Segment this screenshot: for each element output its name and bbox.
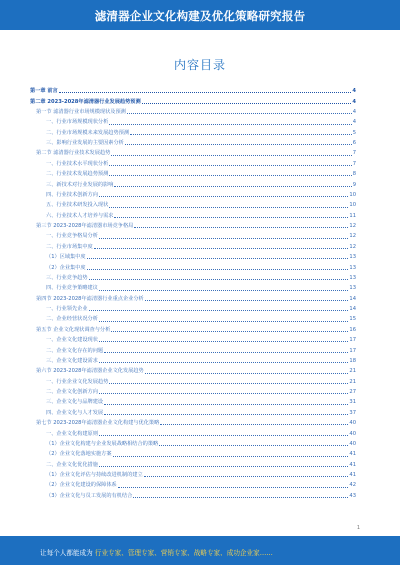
toc-leader-dots <box>134 227 348 228</box>
toc-entry[interactable] <box>30 312 356 322</box>
toc-leader-dots <box>159 445 348 446</box>
toc-entry-text: 二、行业技术发展趋势预测 <box>46 171 109 178</box>
toc-entry[interactable] <box>30 94 356 104</box>
table-of-contents <box>30 84 356 499</box>
toc-leader-dots <box>104 404 348 405</box>
toc-entry-page: 12 <box>349 243 356 250</box>
toc-entry[interactable] <box>30 240 356 250</box>
toc-entry-text: 第七节 2023-2028年滤清器企业文化构建与优化策略 <box>36 420 160 427</box>
toc-entry-page: 11 <box>349 212 356 219</box>
toc-entry-page: 12 <box>349 233 356 240</box>
toc-leader-dots <box>118 487 349 488</box>
toc-entry-text: 第六节 2023-2028年滤清器企业文化发展趋势 <box>36 368 144 375</box>
toc-entry[interactable] <box>30 198 356 208</box>
toc-entry[interactable] <box>30 177 356 187</box>
toc-leader-dots <box>87 258 349 259</box>
toc-entry[interactable] <box>30 468 356 478</box>
toc-entry-text: 四、行业技术创新方向 <box>46 191 98 198</box>
toc-entry[interactable] <box>30 343 356 353</box>
toc-entry[interactable] <box>30 323 356 333</box>
toc-leader-dots <box>145 373 349 374</box>
toc-entry-page: 4 <box>352 108 356 115</box>
toc-entry-page: 10 <box>349 202 356 209</box>
toc-title: 内容目录 <box>173 58 226 72</box>
toc-entry-text: （1）企业文化评估与持续改进机制的建立 <box>46 472 143 479</box>
toc-entry[interactable] <box>30 395 356 405</box>
toc-leader-dots <box>99 362 349 363</box>
toc-entry[interactable] <box>30 281 356 291</box>
toc-leader-dots <box>114 217 348 218</box>
toc-entry-text: （2）企业文化建设的保障体系 <box>46 482 117 489</box>
toc-entry[interactable] <box>30 458 356 468</box>
toc-entry-page: 41 <box>349 461 356 468</box>
toc-entry[interactable] <box>30 136 356 146</box>
toc-entry-page: 43 <box>349 492 356 499</box>
toc-entry-page: 31 <box>349 399 356 406</box>
toc-entry[interactable] <box>30 354 356 364</box>
toc-entry-page: 13 <box>349 274 356 281</box>
toc-leader-dots <box>113 456 349 457</box>
toc-leader-dots <box>99 466 349 467</box>
toc-entry-text: 第五节 企业文化现状调查与分析 <box>36 326 111 333</box>
toc-entry-page: 21 <box>349 368 356 375</box>
toc-leader-dots <box>114 186 351 187</box>
toc-entry-page: 40 <box>349 440 356 447</box>
toc-leader-dots <box>99 321 349 322</box>
toc-leader-dots <box>104 352 348 353</box>
toc-leader-dots <box>94 248 349 249</box>
toc-entry-text: 一、企业文化建设现状 <box>46 337 98 344</box>
toc-leader-dots <box>111 155 351 156</box>
toc-leader-dots <box>160 424 348 425</box>
toc-leader-dots <box>111 331 348 332</box>
toc-entry[interactable] <box>30 105 356 115</box>
toc-entry[interactable] <box>30 385 356 395</box>
toc-entry[interactable] <box>30 437 356 447</box>
toc-entry[interactable] <box>30 364 356 374</box>
toc-entry[interactable] <box>30 302 356 312</box>
toc-entry-page: 5 <box>352 129 356 136</box>
toc-entry-text: 六、行业技术人才培养与需求 <box>46 212 114 219</box>
toc-entry-text: 一、行业竞争格局分析 <box>46 233 98 240</box>
toc-entry-page: 14 <box>349 306 356 313</box>
toc-entry-page: 4 <box>352 88 356 95</box>
toc-entry-page: 12 <box>349 223 356 230</box>
toc-entry-text: 二、企业文化创新方向 <box>46 389 98 396</box>
toc-entry-text: 第三节 2023-2028年滤清器市场竞争格局 <box>36 223 134 230</box>
toc-leader-dots <box>109 207 348 208</box>
toc-entry-text: 一、行业企业文化发展趋势 <box>46 378 109 385</box>
toc-entry[interactable] <box>30 219 356 229</box>
toc-entry[interactable] <box>30 260 356 270</box>
toc-entry[interactable] <box>30 115 356 125</box>
toc-entry[interactable] <box>30 188 356 198</box>
footer-highlight: 行业专家、管理专家、营销专家、战略专家、成功企业家…… <box>94 549 273 557</box>
toc-entry-text: 第一章 前言 <box>30 88 58 95</box>
toc-entry[interactable] <box>30 250 356 260</box>
toc-entry[interactable] <box>30 126 356 136</box>
toc-entry-text: 三、企业文化与品牌建设 <box>46 399 104 406</box>
toc-leader-dots <box>142 103 352 104</box>
toc-leader-dots <box>99 238 349 239</box>
toc-entry[interactable] <box>30 333 356 343</box>
toc-entry-page: 40 <box>349 430 356 437</box>
toc-entry[interactable] <box>30 406 356 416</box>
toc-entry-text: 一、行业技术水平现状分析 <box>46 160 109 167</box>
toc-entry-text: 第二章 2023-2028年滤清器行业发展趋势预测 <box>30 98 141 105</box>
toc-entry-text: 二、行业市场规模未来发展趋势预测 <box>46 129 130 136</box>
toc-entry-page: 16 <box>349 326 356 333</box>
toc-entry-page: 7 <box>352 150 356 157</box>
toc-entry[interactable] <box>30 416 356 426</box>
toc-entry-text: 一、企业文化构建原则 <box>46 430 98 437</box>
toc-entry-page: 8 <box>352 171 356 178</box>
toc-entry-page: 13 <box>349 254 356 261</box>
toc-entry-text: 三、行业竞争趋势 <box>46 274 88 281</box>
toc-entry-page: 18 <box>349 357 356 364</box>
toc-entry[interactable] <box>30 489 356 499</box>
toc-entry[interactable] <box>30 229 356 239</box>
toc-entry-text: 二、企业文化优化措施 <box>46 461 98 468</box>
toc-entry[interactable] <box>30 209 356 219</box>
toc-entry-page: 42 <box>349 482 356 489</box>
toc-entry[interactable] <box>30 271 356 281</box>
toc-entry-page: 37 <box>349 409 356 416</box>
toc-entry-text: 四、企业文化与人才发展 <box>46 409 104 416</box>
toc-entry-text: （3）企业文化与员工发展的有机结合 <box>46 492 133 499</box>
toc-leader-dots <box>130 134 352 135</box>
toc-entry-text: （2）企业集中度 <box>46 264 86 271</box>
toc-entry-text: 一、行业领先企业 <box>46 306 88 313</box>
toc-entry-text: 三、影响行业发展的主要因素分析 <box>46 140 124 147</box>
toc-entry[interactable] <box>30 375 356 385</box>
toc-entry-page: 10 <box>349 191 356 198</box>
toc-entry-page: 14 <box>349 295 356 302</box>
toc-entry-text: （1）企业文化构建与企业发展战略相结合的策略 <box>46 440 159 447</box>
toc-entry-text: 第一节 滤清器行业市场规模现状及预测 <box>36 108 126 115</box>
toc-leader-dots <box>99 290 349 291</box>
toc-entry-page: 21 <box>349 378 356 385</box>
toc-leader-dots <box>109 383 348 384</box>
toc-leader-dots <box>104 414 348 415</box>
toc-entry-text: 三、新技术对行业发展的影响 <box>46 181 114 188</box>
toc-entry-page: 27 <box>349 389 356 396</box>
toc-entry-text: 四、行业竞争策略建议 <box>46 285 98 292</box>
toc-entry-text: （1）区域集中度 <box>46 254 86 261</box>
toc-entry-page: 17 <box>349 337 356 344</box>
footer-lead: 让每个人都能成为 <box>40 549 93 557</box>
toc-entry-page: 41 <box>349 472 356 479</box>
toc-leader-dots <box>99 435 349 436</box>
toc-leader-dots <box>144 476 349 477</box>
toc-leader-dots <box>99 196 349 197</box>
toc-entry-text: （2）企业文化落地实施方案 <box>46 451 112 458</box>
toc-entry[interactable] <box>30 292 356 302</box>
toc-entry-text: 二、企业经营状况分析 <box>46 316 98 323</box>
toc-leader-dots <box>89 310 349 311</box>
toc-leader-dots <box>127 113 352 114</box>
toc-leader-dots <box>109 175 351 176</box>
toc-leader-dots <box>133 497 348 498</box>
toc-leader-dots <box>59 92 352 93</box>
toc-entry-page: 9 <box>352 181 356 188</box>
toc-leader-dots <box>109 124 351 125</box>
toc-leader-dots <box>145 300 349 301</box>
toc-entry-page: 6 <box>352 140 356 147</box>
footer-slogan <box>40 547 273 557</box>
toc-entry-page: 40 <box>349 420 356 427</box>
toc-leader-dots <box>125 144 352 145</box>
toc-entry-page: 41 <box>349 451 356 458</box>
toc-entry[interactable] <box>30 447 356 457</box>
toc-entry[interactable] <box>30 167 356 177</box>
toc-entry[interactable] <box>30 84 356 94</box>
toc-entry-page: 4 <box>352 98 356 105</box>
toc-entry-page: 4 <box>352 119 356 126</box>
toc-entry-text: 三、企业文化建设需求 <box>46 357 98 364</box>
toc-entry-text: 二、企业文化存在的问题 <box>46 347 104 354</box>
toc-leader-dots <box>109 165 351 166</box>
toc-entry[interactable] <box>30 146 356 156</box>
toc-leader-dots <box>99 393 349 394</box>
toc-entry-text: 一、行业市场规模现状分析 <box>46 119 109 126</box>
toc-entry-page: 13 <box>349 285 356 292</box>
toc-entry-text: 第四节 2023-2028年滤清器行业重点企业分析 <box>36 295 144 302</box>
toc-leader-dots <box>89 279 349 280</box>
report-title: 滤清器企业文化构建及优化策略研究报告 <box>94 9 306 23</box>
toc-entry[interactable] <box>30 478 356 488</box>
toc-entry[interactable] <box>30 426 356 436</box>
toc-entry-page: 13 <box>349 264 356 271</box>
toc-entry-text: 第二节 滤清器行业技术发展趋势 <box>36 150 111 157</box>
toc-entry-text: 二、行业市场集中度 <box>46 243 93 250</box>
toc-entry-page: 17 <box>349 347 356 354</box>
toc-leader-dots <box>87 269 349 270</box>
toc-entry-page: 7 <box>352 160 356 167</box>
toc-entry-text: 五、行业技术研发投入现状 <box>46 202 109 209</box>
page-number: 1 <box>356 525 360 531</box>
toc-leader-dots <box>99 341 349 342</box>
toc-entry[interactable] <box>30 157 356 167</box>
toc-entry-page: 15 <box>349 316 356 323</box>
